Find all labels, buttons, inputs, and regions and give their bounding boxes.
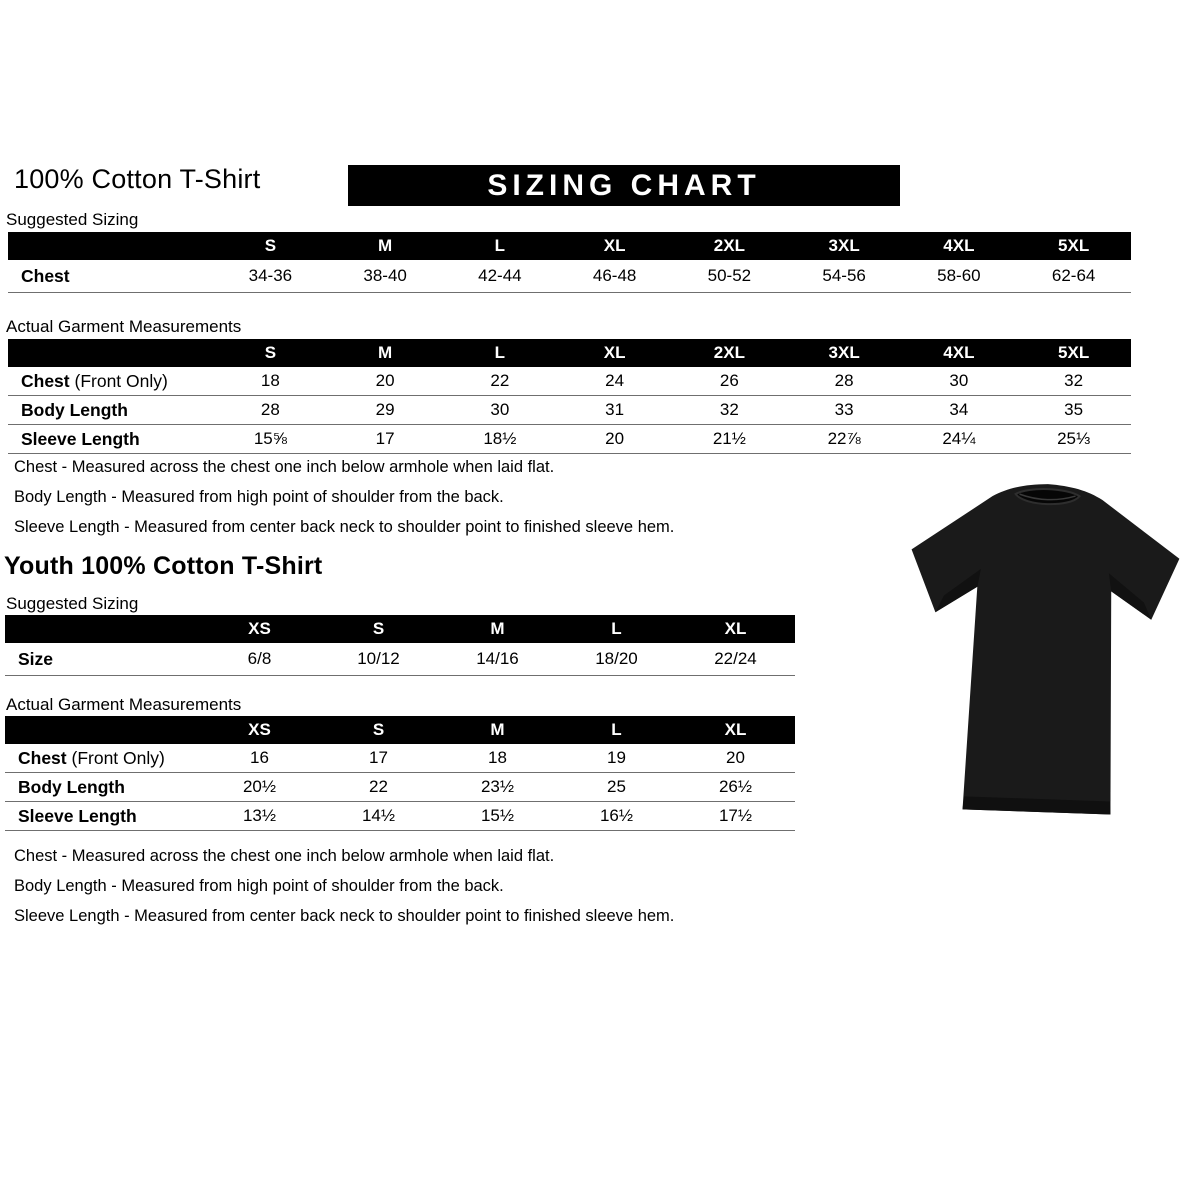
column-header-xl: XL xyxy=(603,235,626,255)
column-header-2xl: 2XL xyxy=(713,235,745,255)
value-cell: 20 xyxy=(726,748,745,767)
value-cell: 15⅝ xyxy=(253,429,287,448)
value-cell: 24 xyxy=(605,371,625,390)
value-cell: 42-44 xyxy=(478,266,522,285)
value-cell: 20 xyxy=(605,429,625,448)
value-cell: 15½ xyxy=(480,806,515,825)
value-cell: 16 xyxy=(250,748,269,767)
column-header-4xl: 4XL xyxy=(943,342,975,362)
value-cell: 28 xyxy=(834,371,854,390)
value-cell: 62-64 xyxy=(1051,266,1096,285)
value-cell: 19 xyxy=(607,748,626,767)
row-label xyxy=(5,806,200,827)
row-label-main: Sleeve Length xyxy=(18,805,137,826)
value-cell: 10/12 xyxy=(357,649,400,668)
value-cell: 24¼ xyxy=(942,429,976,448)
value-cell: 50-52 xyxy=(707,266,752,285)
note-chest: Chest - Measured across the chest one inch below armhole when laid flat. xyxy=(14,847,555,865)
value-cell: 26½ xyxy=(718,777,753,796)
column-header-2xl: 2XL xyxy=(713,342,745,362)
column-header-3xl: 3XL xyxy=(828,342,860,362)
row-label-suffix: (Front Only) xyxy=(69,370,168,391)
value-cell: 17½ xyxy=(718,806,753,825)
column-header-s: S xyxy=(372,719,385,739)
column-header-l: L xyxy=(611,719,622,739)
value-cell: 14½ xyxy=(361,806,396,825)
value-cell: 13½ xyxy=(242,806,277,825)
table-row xyxy=(8,396,1131,425)
tshirt-body xyxy=(903,479,1182,816)
row-label-main: Chest xyxy=(18,747,67,768)
value-cell: 17 xyxy=(375,429,395,448)
value-cell: 18/20 xyxy=(595,649,638,668)
value-cell: 14/16 xyxy=(476,649,519,668)
row-label-main: Chest xyxy=(21,370,70,391)
value-cell: 18 xyxy=(260,371,280,390)
value-cell: 26 xyxy=(719,371,739,390)
value-cell: 25 xyxy=(607,777,626,796)
column-header-m: M xyxy=(490,719,505,739)
value-cell: 58-60 xyxy=(937,266,981,285)
table-row xyxy=(5,773,795,802)
row-label xyxy=(8,429,213,450)
table-row xyxy=(5,643,795,676)
tshirt-svg xyxy=(886,463,1199,845)
table-header-row xyxy=(5,716,795,744)
note-sleeve-length: Sleeve Length - Measured from center back neck to shoulder point to finished sleeve hem. xyxy=(14,518,675,536)
youth-actual-measurements-table xyxy=(5,716,795,831)
table-row xyxy=(5,744,795,773)
value-cell: 20 xyxy=(375,371,395,390)
column-header-m: M xyxy=(378,342,393,362)
column-header-l: L xyxy=(494,342,506,362)
table-row xyxy=(8,260,1131,293)
table-header-row xyxy=(5,615,795,643)
row-label xyxy=(8,371,213,392)
value-cell: 54-56 xyxy=(822,266,866,285)
value-cell: 28 xyxy=(260,400,280,419)
value-cell: 34-36 xyxy=(248,266,293,285)
value-cell: 30 xyxy=(949,371,969,390)
row-label xyxy=(8,266,213,287)
value-cell: 32 xyxy=(719,400,739,419)
value-cell: 23½ xyxy=(480,777,515,796)
value-cell: 35 xyxy=(1064,400,1084,419)
value-cell: 16½ xyxy=(599,806,634,825)
youth-suggested-sizing-label: Suggested Sizing xyxy=(6,594,139,613)
note-body-length: Body Length - Measured from high point of shoulder from the back. xyxy=(14,877,504,895)
adult-suggested-sizing-table xyxy=(8,232,1131,293)
value-cell: 22 xyxy=(490,371,510,390)
row-label-main: Body Length xyxy=(18,776,125,797)
column-header-xs: XS xyxy=(248,719,271,739)
youth-actual-measurements-label: Actual Garment Measurements xyxy=(6,695,242,714)
value-cell: 33 xyxy=(834,400,854,419)
youth-suggested-sizing-table xyxy=(5,615,795,676)
column-header-xs: XS xyxy=(248,618,271,638)
column-header-xl: XL xyxy=(603,342,626,362)
value-cell: 31 xyxy=(605,400,625,419)
value-cell: 22⅞ xyxy=(827,429,861,448)
adult-actual-measurements-table xyxy=(8,339,1131,454)
value-cell: 17 xyxy=(369,748,388,767)
value-cell: 46-48 xyxy=(592,266,637,285)
value-cell: 20½ xyxy=(242,777,277,796)
table-row xyxy=(8,425,1131,454)
column-header-s: S xyxy=(372,618,385,638)
column-header-3xl: 3XL xyxy=(828,235,860,255)
row-label-main: Chest xyxy=(21,265,70,286)
value-cell: 38-40 xyxy=(363,266,407,285)
value-cell: 32 xyxy=(1064,371,1084,390)
black-tshirt-image xyxy=(886,463,1199,845)
column-header-s: S xyxy=(264,235,277,255)
value-cell: 34 xyxy=(949,400,969,419)
value-cell: 25⅓ xyxy=(1057,429,1091,448)
column-header-m: M xyxy=(490,618,505,638)
row-label xyxy=(8,400,213,421)
value-cell: 18 xyxy=(488,748,507,767)
banner-title: SIZING CHART xyxy=(487,168,761,202)
value-cell: 21½ xyxy=(712,429,746,448)
sizing-chart-banner xyxy=(348,165,900,206)
table-header-row xyxy=(8,232,1131,260)
adult-actual-measurements-label: Actual Garment Measurements xyxy=(6,317,242,336)
value-cell: 6/8 xyxy=(247,649,272,668)
column-header-m: M xyxy=(378,235,393,255)
row-label-suffix: (Front Only) xyxy=(66,747,165,768)
row-label xyxy=(5,649,200,670)
column-header-5xl: 5XL xyxy=(1058,235,1090,255)
adult-notes xyxy=(14,452,674,542)
note-chest: Chest - Measured across the chest one inch below armhole when laid flat. xyxy=(14,458,555,476)
column-header-l: L xyxy=(611,618,622,638)
row-label-main: Size xyxy=(18,648,54,669)
youth-section-title: Youth 100% Cotton T-Shirt xyxy=(4,552,323,580)
value-cell: 30 xyxy=(490,400,510,419)
adult-section-title: 100% Cotton T-Shirt xyxy=(14,164,261,194)
column-header-4xl: 4XL xyxy=(943,235,975,255)
column-header-xl: XL xyxy=(724,618,747,638)
note-sleeve-length: Sleeve Length - Measured from center back neck to shoulder point to finished sleeve hem. xyxy=(14,907,675,925)
table-header-row xyxy=(8,339,1131,367)
youth-notes xyxy=(14,841,674,931)
column-header-s: S xyxy=(264,342,277,362)
table-row xyxy=(5,802,795,831)
column-header-5xl: 5XL xyxy=(1058,342,1090,362)
row-label xyxy=(5,777,200,798)
table-row xyxy=(8,367,1131,396)
note-body-length: Body Length - Measured from high point of shoulder from the back. xyxy=(14,488,504,506)
value-cell: 18½ xyxy=(483,429,517,448)
value-cell: 29 xyxy=(375,400,395,419)
value-cell: 22 xyxy=(369,777,388,796)
row-label-main: Body Length xyxy=(21,399,128,420)
column-header-xl: XL xyxy=(724,719,747,739)
row-label-main: Sleeve Length xyxy=(21,428,140,449)
value-cell: 22/24 xyxy=(714,649,757,668)
row-label xyxy=(5,748,200,769)
column-header-l: L xyxy=(494,235,506,255)
adult-suggested-sizing-label: Suggested Sizing xyxy=(6,210,139,229)
